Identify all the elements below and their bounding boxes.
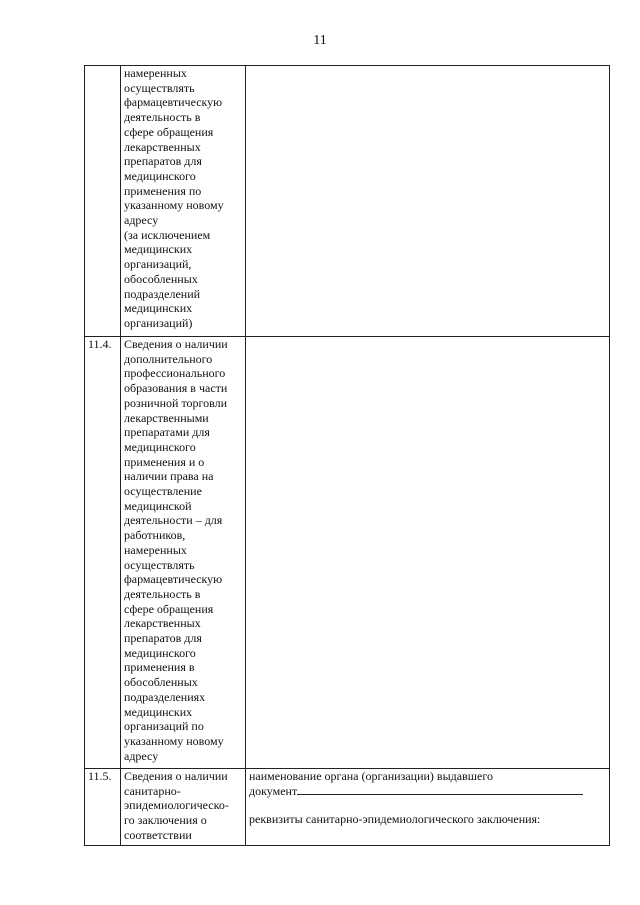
label-line: указанному новому — [124, 198, 224, 213]
label-line: медицинского — [124, 439, 196, 454]
label-line: медицинских — [124, 242, 193, 257]
label-line: медицинских — [124, 301, 193, 316]
label-line: розничной торговли — [124, 395, 228, 410]
label-line: медицинского — [124, 168, 196, 183]
issuer-label: наименование органа (организации) выдавшего — [249, 769, 493, 783]
label-line: фармацевтическую — [124, 95, 223, 110]
label-line: обособленных — [124, 271, 198, 286]
spacer — [249, 798, 606, 812]
label-line: лекарственными — [124, 410, 209, 425]
table-row — [85, 337, 610, 769]
row-number-cell: 11.5. — [85, 769, 121, 846]
label-line: лекарственных — [124, 139, 201, 154]
label-line: организаций по — [124, 719, 204, 734]
row-number-cell: 11.4. — [85, 337, 121, 769]
row-label-cell — [121, 769, 246, 846]
label-line: Сведения о наличии — [124, 769, 228, 783]
row-value-cell — [246, 769, 610, 846]
label-line: применения в — [124, 660, 195, 675]
label-line: адресу — [124, 748, 159, 763]
label-line: образования в части — [124, 381, 228, 396]
label-line: го заключения о — [124, 813, 207, 828]
row-number-cell — [85, 66, 121, 337]
label-line: сфере обращения — [124, 601, 214, 616]
row-value-cell[interactable] — [246, 337, 610, 769]
table-row — [85, 66, 610, 337]
label-line: намеренных — [124, 66, 187, 80]
label-line: медицинской — [124, 498, 192, 513]
table-row — [85, 769, 610, 846]
label-line: применения и о — [124, 454, 205, 469]
label-line: (за исключением — [124, 227, 211, 242]
label-line: осуществление — [124, 484, 202, 499]
application-form-table — [84, 65, 610, 846]
label-line: сфере обращения — [124, 124, 214, 139]
page-number: 11 — [313, 33, 327, 48]
label-line: наличии права на — [124, 469, 214, 484]
label-line: деятельность в — [124, 110, 201, 125]
label-line: медицинских — [124, 704, 193, 719]
label-line: подразделений — [124, 286, 201, 301]
label-line: фармацевтическую — [124, 572, 223, 587]
label-line: медицинского — [124, 645, 196, 660]
label-line: обособленных — [124, 675, 198, 690]
label-line: дополнительного — [124, 351, 213, 366]
label-line: организаций) — [124, 315, 193, 330]
row-label-cell — [121, 66, 246, 337]
label-line: указанному новому — [124, 733, 224, 748]
label-line: применения по — [124, 183, 202, 198]
issuer-label-continued — [249, 784, 606, 799]
label-line: подразделениях — [124, 689, 206, 704]
issuer-document-label: документ — [249, 783, 298, 798]
label-line: санитарно- — [124, 783, 181, 798]
issuer-fill-line[interactable] — [297, 784, 583, 795]
label-line: организаций, — [124, 257, 192, 272]
label-line: лекарственных — [124, 616, 201, 631]
label-line: профессионального — [124, 366, 226, 381]
label-line: эпидемиологическо- — [124, 798, 229, 813]
label-line: препаратов для — [124, 631, 202, 646]
label-line: осуществлять — [124, 557, 195, 572]
row-value-cell[interactable] — [246, 66, 610, 337]
label-line: осуществлять — [124, 80, 195, 95]
label-line: адресу — [124, 213, 159, 228]
label-line: препаратами для — [124, 425, 210, 440]
requisites-label: реквизиты санитарно-эпидемиологического заключения: — [249, 812, 541, 827]
row-label-cell — [121, 337, 246, 769]
label-line: намеренных — [124, 542, 187, 557]
label-line: препаратов для — [124, 154, 202, 169]
label-line: соответствии — [124, 827, 192, 842]
label-line: Сведения о наличии — [124, 337, 228, 351]
label-line: работников, — [124, 528, 186, 543]
label-line: деятельности – для — [124, 513, 223, 528]
label-line: деятельность в — [124, 586, 201, 601]
